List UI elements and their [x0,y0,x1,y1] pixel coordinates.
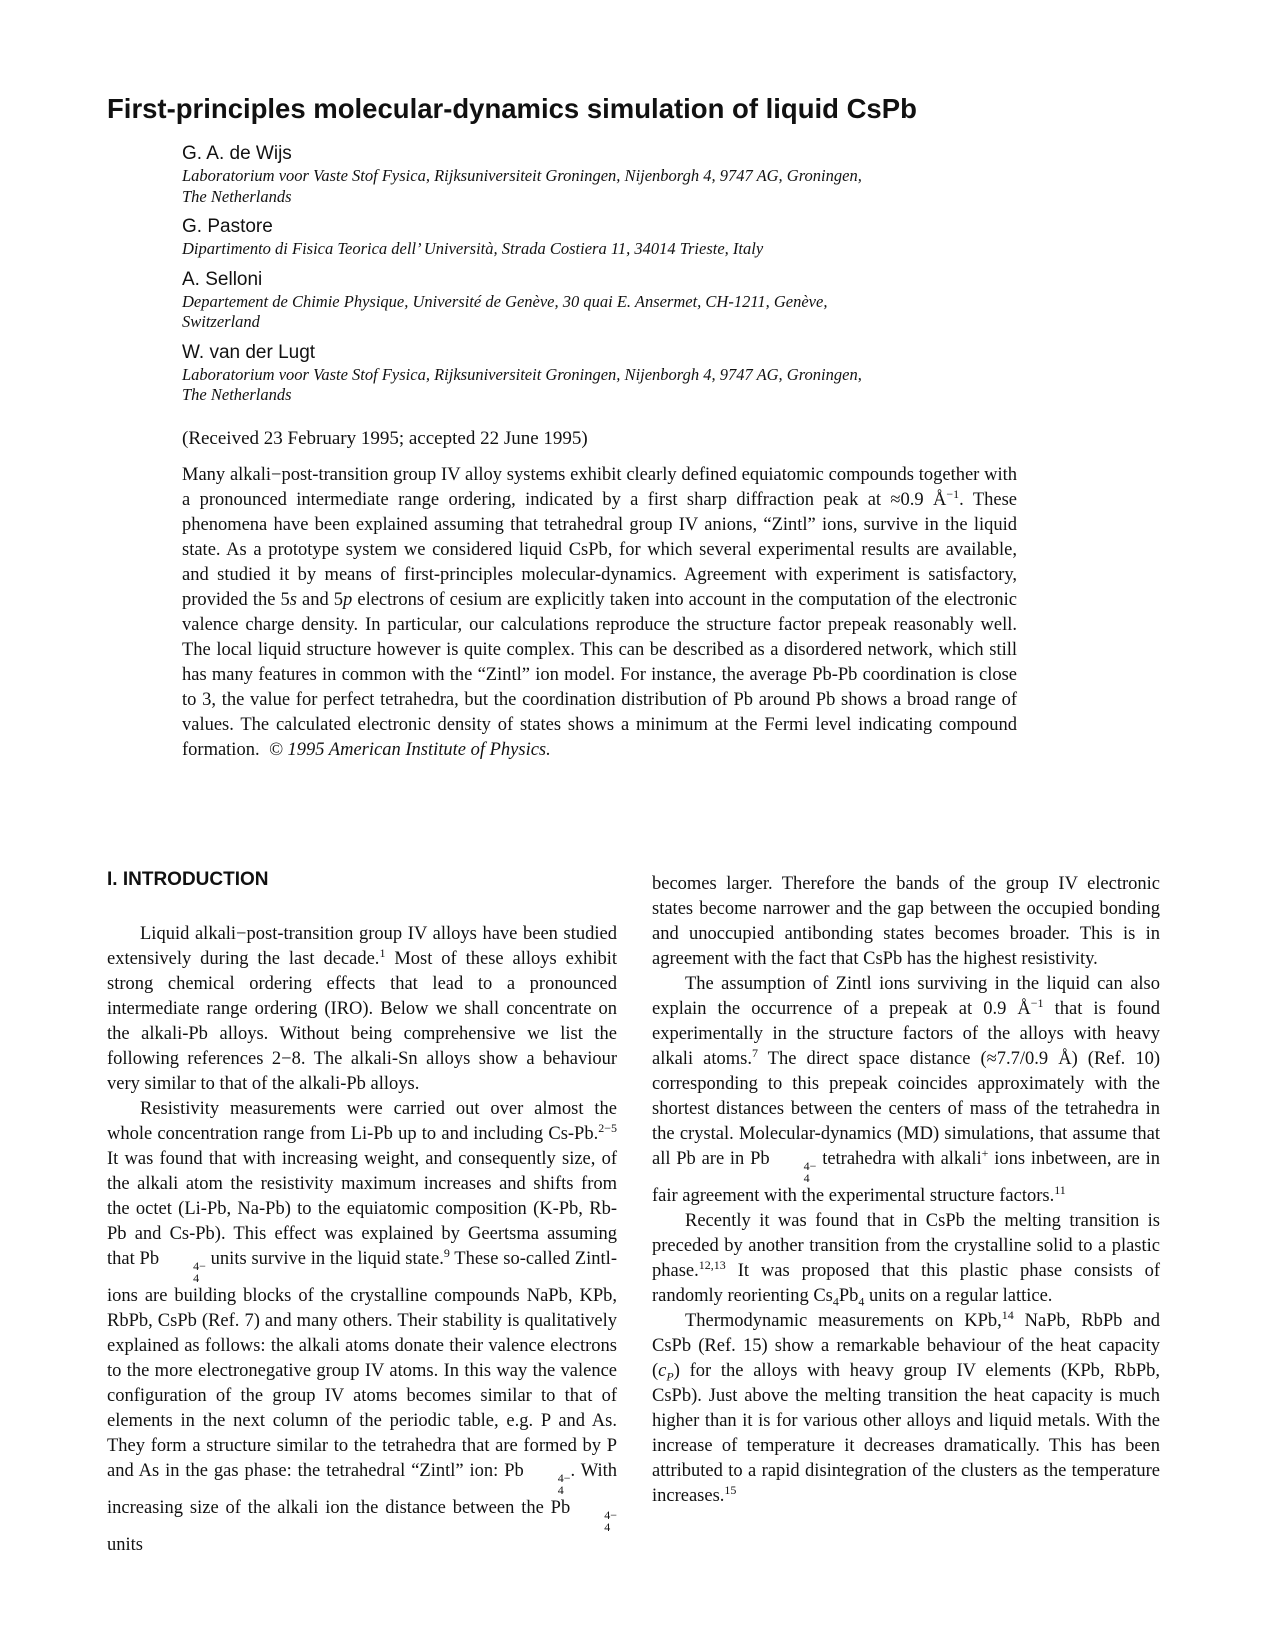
author-affiliation: Laboratorium voor Vaste Stof Fysica, Rijksuniversiteit Groningen, Nijenborgh 4, 9747 AG, Groningen, The Netherlands [182,364,862,404]
paper-title: First-principles molecular-dynamics simulation of liquid CsPb [107,93,917,124]
reference-mark: 12,13 [698,1257,726,1272]
reference-mark: 14 [1001,1307,1014,1322]
paragraph: Thermodynamic measurements on KPb,$^{14}$ NaPb, RbPb and CsPb (Ref. 15) show a remarkable behaviour of the heat capacity $(c_P)$ for the alloys with heavy group IV elements (KPb, RbPb, CsPb). Just above the melting transition the heat capacity is much higher than it is for various other alloys and liquid metals. With the increase of temperature it decreases dramatically. This has been attributed to a rapid disintegration of the clusters as the temperature increases.$^{15}$ [652,1307,1160,1506]
paragraph: The assumption of Zintl ions surviving in the liquid can also explain the occurrence of a prepeak at 0.9 $Å^{-1}$ that is found experimentally in the structure factors of the alloys with heavy alkali atoms.$^7$ The direct space distance (≈7.7/0.9 Å) (Ref. 10) corresponding to this prepeak coincides approximately with the shortest distances between the centers of mass of the tetrahedra in the crystal. Molecular-dynamics (MD) simulations, that assume that all Pb are in Pb 4− 4 tetrahedra with alkali+ ions inbetween, are in fair agreement with the experimental structure factors.$^{11}$ [652,974,1161,1206]
paragraph: Resistivity measurements were carried out over almost the whole concentration range from Li-Pb up to and including Cs-Pb.$^{2-5}$ It was found that with increasing weight, and consequently size, of the alkali atom the resistivity maximum increases and shifts from the octet (Li-Pb, Na-Pb) to the equiatomic composition (K-Pb, Rb-Pb and Cs-Pb). This effect was explained by Geertsma assuming that Pb 4− 4 units survive in the liquid state.$^9$ These so-called Zintl-ions are building blocks of the crystalline compounds NaPb, KPb, RbPb, CsPb (Ref. 7) and many others. Their stability is qualitatively explained as follows: the alkali atoms donate their valence electrons to the more electronegative group IV atoms. In this way the valence configuration of the group IV atoms becomes similar to that of elements in the next column of the periodic table, e.g. P and As. They form a structure similar to the tetrahedra that are formed by P and As in the gas phase: the tetrahedral “Zintl” ion: Pb 4− 4 . With increasing size of the alkali ion the distance between the Pb 4− 4 units [107,1099,617,1555]
reference-mark: 9 [443,1245,450,1260]
author-affiliation: Laboratorium voor Vaste Stof Fysica, Rijksuniversiteit Groningen, Nijenborgh 4, 9747 AG, Groningen, The Netherlands [182,166,862,206]
reference-mark: 2−5 [598,1120,617,1135]
author-affiliation: Dipartimento di Fisica Teorica dell’ Università, Strada Costiera 11, 34014 Trieste, Italy [182,239,764,258]
author-affiliation: Departement de Chimie Physique, Université de Genève, 30 quai E. Ansermet, CH-1211, Genève, Switzerland [182,291,828,331]
section-heading: I. INTRODUCTION [107,869,269,890]
reference-mark: 7 [751,1045,758,1060]
reference-mark: 15 [724,1482,737,1497]
pb4-anion-formula: Pb 4− 4 [550,1498,617,1534]
paragraph: Liquid alkali−post-transition group IV alloys have been studied extensively during the last decade.$^1$ Most of these alloys exhibit strong chemical ordering effects that lead to a pronounced intermediate range ordering (IRO). Below we shall concentrate on the alkali-Pb alloys. Without being comprehensive we list the following references 2−8. The alkali-Sn alloys show a behaviour very similar to that of the alkali-Pb alloys. [107,924,617,1094]
reference-mark: 11 [1054,1182,1066,1197]
author-name: G. Pastore [182,216,273,237]
abstract: Many alkali−post-transition group IV alloy systems exhibit clearly defined equiatomic compounds together with a pronounced intermediate range ordering, indicated by a first sharp diffraction peak at ≈0.9 $Å^{-1}$. These phenomena have been explained assuming that tetrahedral group IV anions, “Zintl” ions, survive in the liquid state. As a prototype system we considered liquid CsPb, for which several experimental results are available, and studied it by means of first-principles molecular-dynamics. Agreement with experiment is satisfactory, provided the 5s and 5p electrons of cesium are explicitly taken into account in the computation of the electronic valence charge density. In particular, our calculations reproduce the structure factor prepeak reasonably well. The local liquid structure however is quite complex. This can be described as a disordered network, which still has many features in common with the “Zintl” ion model. For instance, the average Pb-Pb coordination is close to 3, the value for perfect tetrahedra, but the coordination distribution of Pb around Pb shows a broad range of values. The calculated electronic density of states shows a minimum at the Fermi level indicating compound formation. © 1995 American Institute of Physics. [182,465,1017,760]
reference-mark: 1 [379,945,386,960]
author-name: G. A. de Wijs [182,143,292,164]
right-column [652,872,1160,1509]
copyright-notice: © 1995 American Institute of Physics. [268,740,551,760]
author-block [182,142,1062,414]
author-name: A. Selloni [182,268,263,290]
author-name: W. van der Lugt [182,341,316,363]
pb4-anion-formula: Pb 4− 4 [750,1149,817,1185]
received-dates: (Received 23 February 1995; accepted 22 June 1995) [182,428,588,449]
paragraph: Recently it was found that in CsPb the melting transition is preceded by another transition from the crystalline solid to a plastic phase.$^{12,13}$ It was proposed that this plastic phase consists of randomly reorienting $Cs_4Pb_4$ units on a regular lattice. [652,1211,1160,1309]
paragraph: becomes larger. Therefore the bands of the group IV electronic states become narrower and the gap between the occupied bonding and unoccupied antibonding states becomes broader. This is in agreement with the fact that CsPb has the highest resistivity. [652,874,1160,969]
pb4-anion-formula: Pb 4− 4 [504,1461,571,1497]
pb4-anion-formula: Pb 4− 4 [139,1249,206,1285]
left-column [107,868,617,1558]
